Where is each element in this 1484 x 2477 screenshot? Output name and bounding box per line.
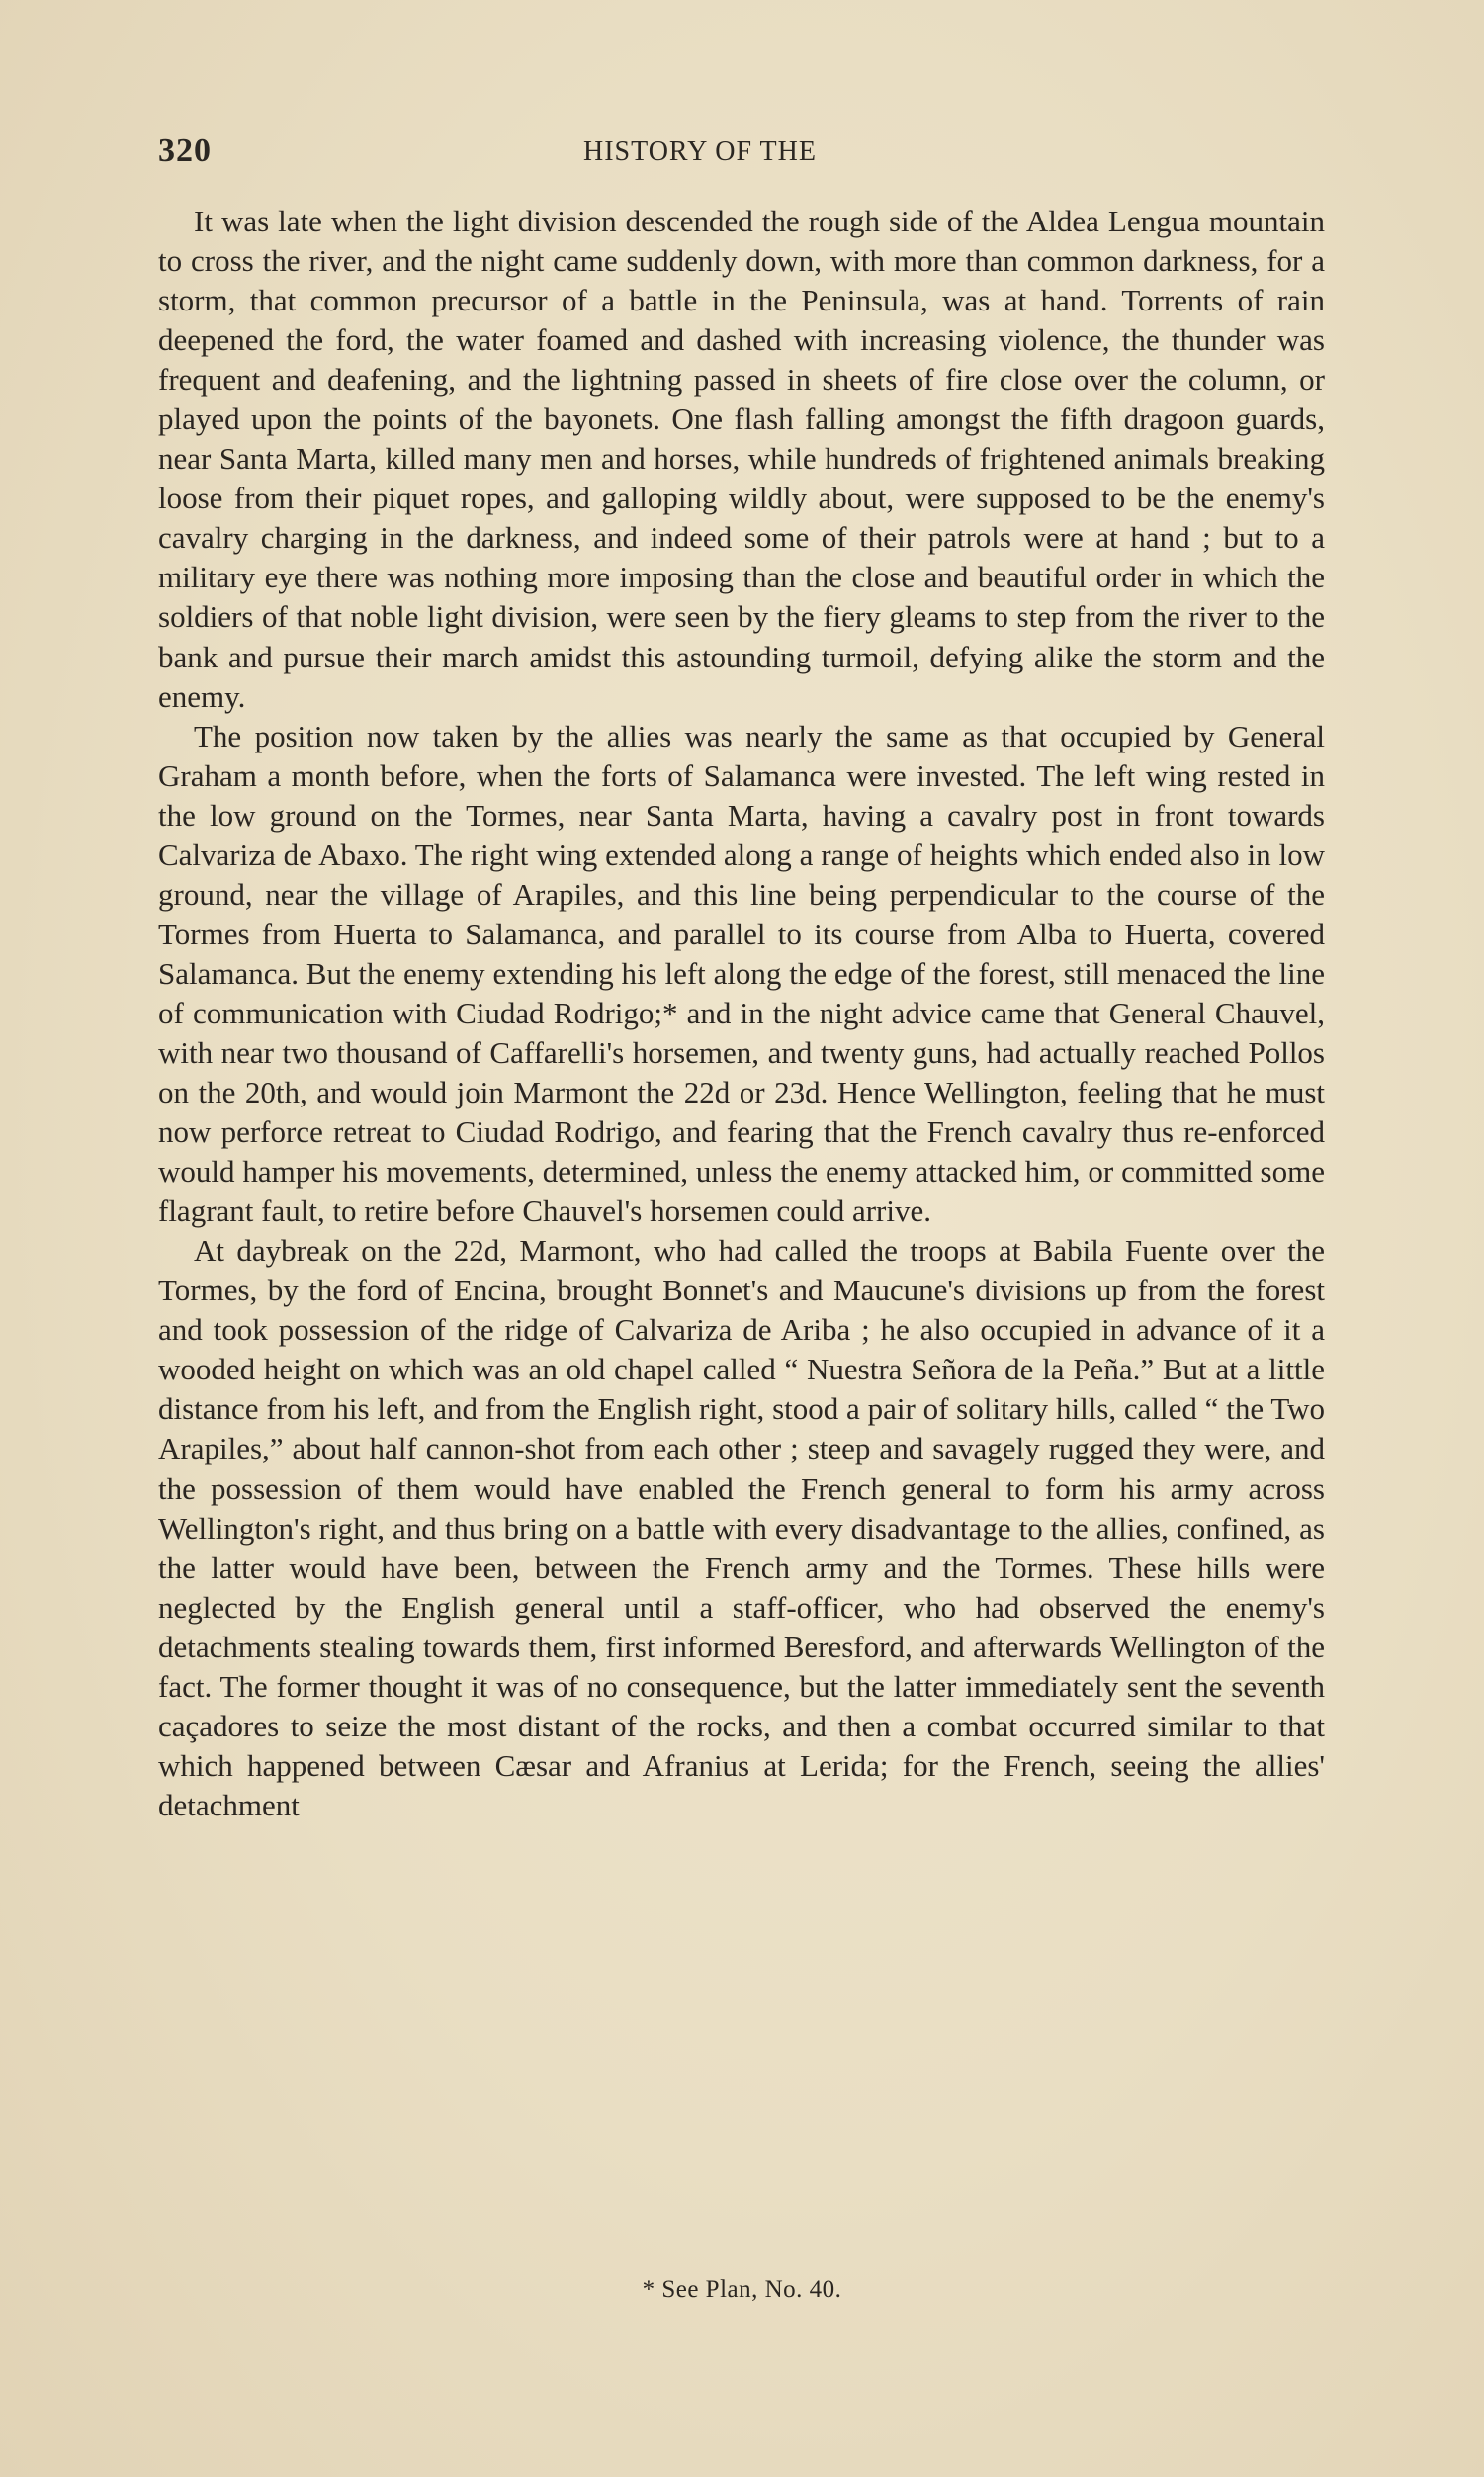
paragraph: At daybreak on the 22d, Marmont, who had called the troops at Babila Fuente over the Tormes, by the ford of Encina, brought Bonnet's and Maucune's divisions up from the forest and took possession of the ridge of Calvariza de Ariba ; he also occupied in advance of it a wooded height on which was an old chapel called “ Nuestra Señora de la Peña.” But at a little distance from his left, and from the English right, stood a pair of solitary hills, called “ the Two Arapiles,” about half cannon-shot from each other ; steep and savagely rugged they were, and the possession of them would have enabled the French general to form his army across Wellington's right, and thus bring on a battle with every disadvantage to the allies, confined, as the latter would have been, between the French army and the Tormes. These hills were neglected by the English general until a staff-officer, who had observed the enemy's detachments stealing towards them, first informed Beresford, and afterwards Wellington of the fact. The former thought it was of no consequence, but the latter immediately sent the seventh caçadores to seize the most distant of the rocks, and then a combat occurred similar to that which happened between Cæsar and Afranius at Lerida; for the French, seeing the allies' detachment [158, 1233, 1325, 1822]
paragraph: It was late when the light division descended the rough side of the Aldea Lengua mountain to cross the river, and the night came suddenly down, with more than common darkness, for a storm, that common precursor of a battle in the Peninsula, was at hand. Torrents of rain deepened the ford, the water foamed and dashed with increasing violence, the thunder was frequent and deafening, and the lightning passed in sheets of fire close over the column, or played upon the points of the bayonets. One flash falling amongst the fifth dragoon guards, near Santa Marta, killed many men and horses, while hundreds of frightened animals breaking loose from their piquet ropes, and galloping wildly about, were supposed to be the enemy's cavalry charging in the darkness, and indeed some of their patrols were at hand ; but to a military eye there was nothing more imposing than the close and beautiful order in which the soldiers of that noble light division, were seen by the fiery gleams to step from the river to the bank and pursue their march amidst this astounding turmoil, defying alike the storm and the enemy. [158, 204, 1325, 714]
page-header [158, 133, 1325, 182]
paragraph: The position now taken by the allies was nearly the same as that occupied by General Graham a month before, when the forts of Salamanca were invested. The left wing rested in the low ground on the Tormes, near Santa Marta, having a cavalry post in front towards Calvariza de Abaxo. The right wing extended along a range of heights which ended also in low ground, near the village of Arapiles, and this line being perpendicular to the course of the Tormes from Huerta to Salamanca, and parallel to its course from Alba to Huerta, covered Salamanca. But the enemy extending his left along the edge of the forest, still menaced the line of communication with Ciudad Rodrigo;* and in the night advice came that General Chauvel, with near two thousand of Caffarelli's horsemen, and twenty guns, had actually reached Pollos on the 20th, and would join Marmont the 22d or 23d. Hence Wellington, feeling that he must now perforce retreat to Ciudad Rodrigo, and fearing that the French cavalry thus re-enforced would hamper his movements, determined, unless the enemy attacked him, or committed some flagrant fault, to retire before Chauvel's horsemen could arrive. [158, 718, 1325, 1229]
footnote: * See Plan, No. 40. [642, 2276, 842, 2303]
page-number: 320 [158, 133, 212, 169]
running-head: HISTORY OF THE [583, 136, 817, 167]
body-text [158, 202, 1325, 1825]
